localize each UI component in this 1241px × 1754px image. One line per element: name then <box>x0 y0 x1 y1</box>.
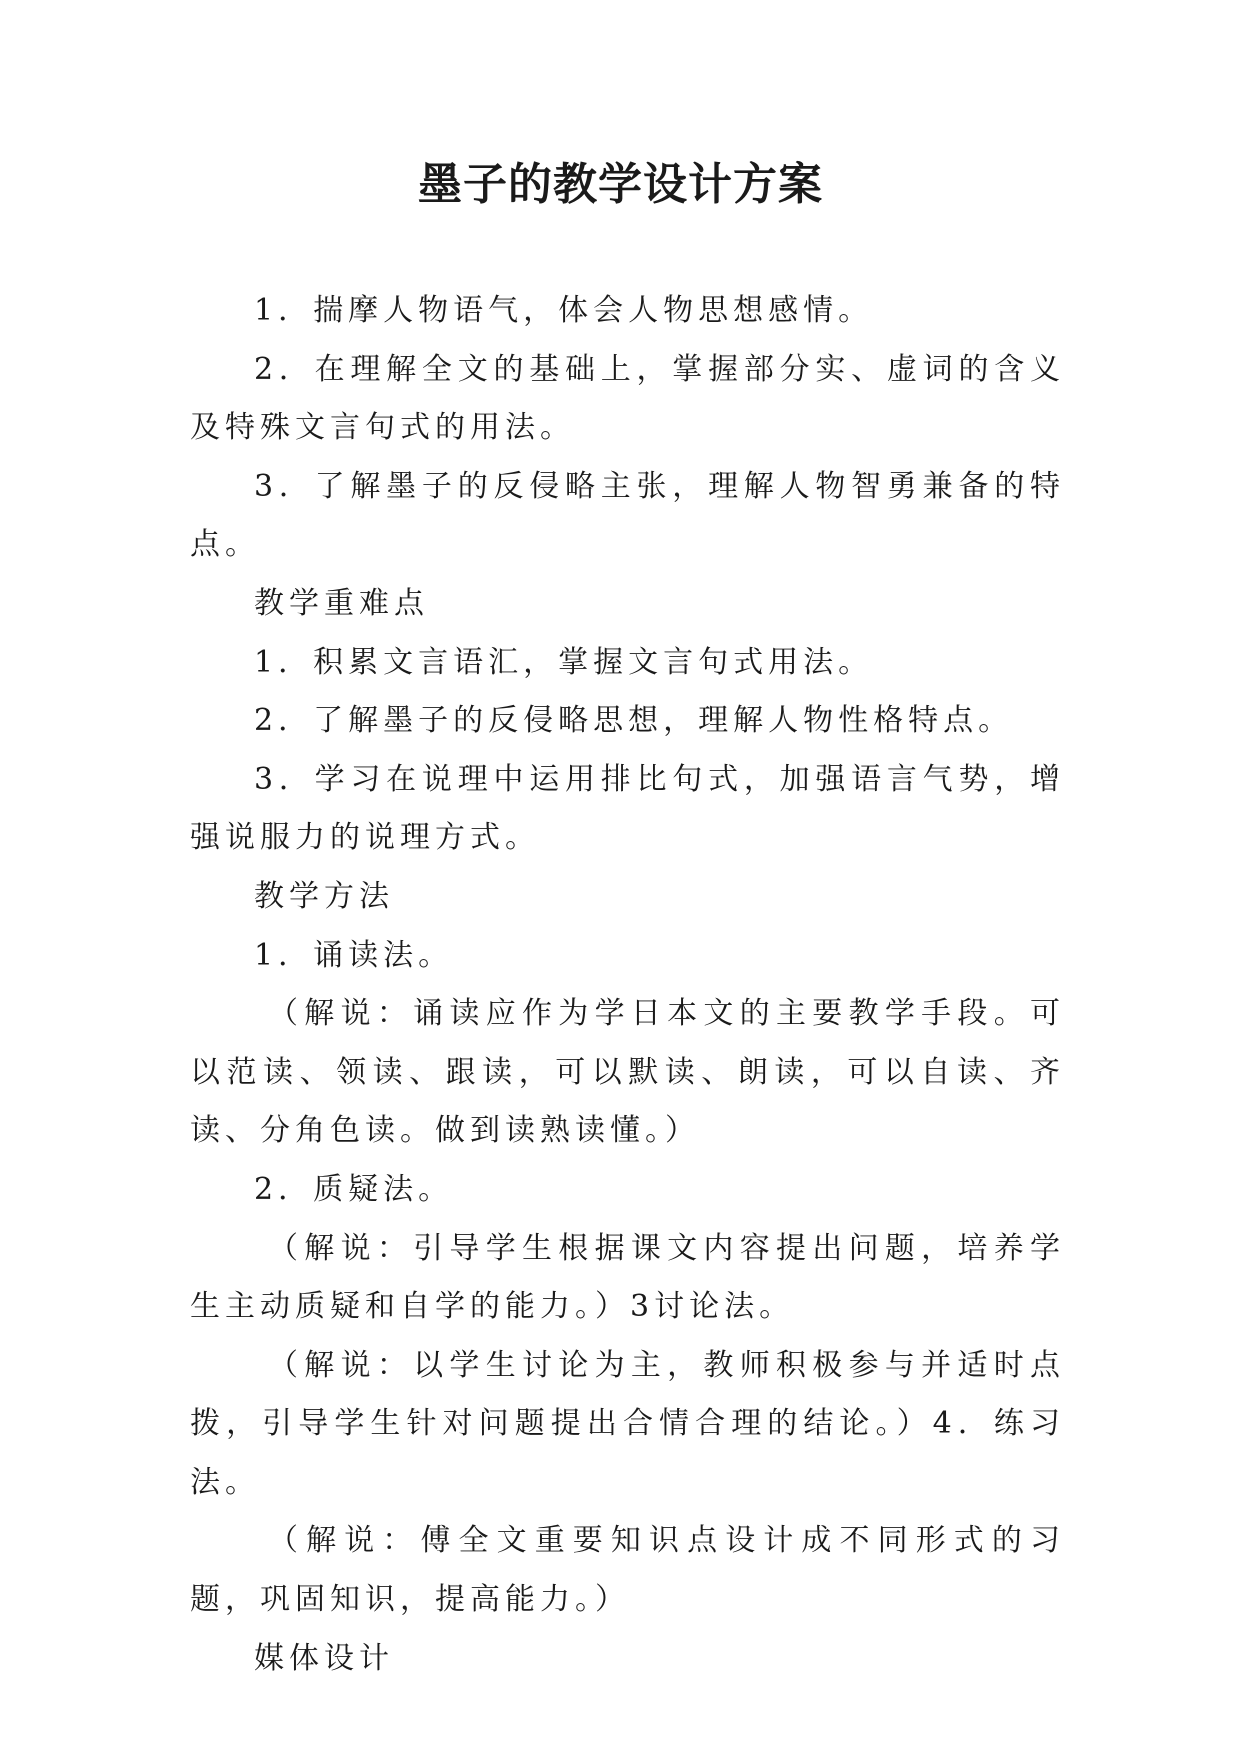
paragraph-key-point-3: 3．学习在说理中运用排比句式，加强语言气势，增强说服力的说理方式。 <box>190 761 1065 856</box>
paragraph-method-2: 2．质疑法。 <box>254 1171 454 1207</box>
paragraph-objective-1: 1．揣摩人物语气，体会人物思想感情。 <box>254 293 874 328</box>
section-heading-key-points: 教学重难点 <box>254 585 429 621</box>
paragraph-method-2-note: （解说：引导学生根据课文内容提出问题，培养学生主动质疑和自学的能力。）3讨论法。 <box>190 1230 1065 1325</box>
paragraph-objective-3: 3．了解墨子的反侵略主张，理解人物智勇兼备的特点。 <box>190 468 1065 563</box>
paragraph-method-3-note: （解说：以学生讨论为主，教师积极参与并适时点拨，引导学生针对问题提出合情合理的结论。）4．练习法。 <box>190 1347 1065 1500</box>
section-heading-methods: 教学方法 <box>254 878 394 914</box>
paragraph-method-1: 1．诵读法。 <box>254 937 454 973</box>
page-title: 墨子的教学设计方案 <box>418 159 823 210</box>
paragraph-key-point-1: 1．积累文言语汇，掌握文言句式用法。 <box>254 644 874 680</box>
paragraph-objective-2: 2．在理解全文的基础上，掌握部分实、虚词的含义及特殊文言句式的用法。 <box>190 351 1065 446</box>
paragraph-key-point-2: 2．了解墨子的反侵略思想，理解人物性格特点。 <box>254 703 1014 739</box>
section-heading-media: 媒体设计 <box>254 1640 394 1676</box>
paragraph-method-4-note: （解说：傅全文重要知识点设计成不同形式的习题，巩固知识，提高能力。） <box>190 1523 1065 1618</box>
paragraph-method-1-note: （解说：诵读应作为学日本文的主要教学手段。可以范读、领读、跟读，可以默读、朗读，可以自读、齐读、分角色读。做到读熟读懂。） <box>190 996 1065 1149</box>
document-body <box>190 282 1065 1688</box>
